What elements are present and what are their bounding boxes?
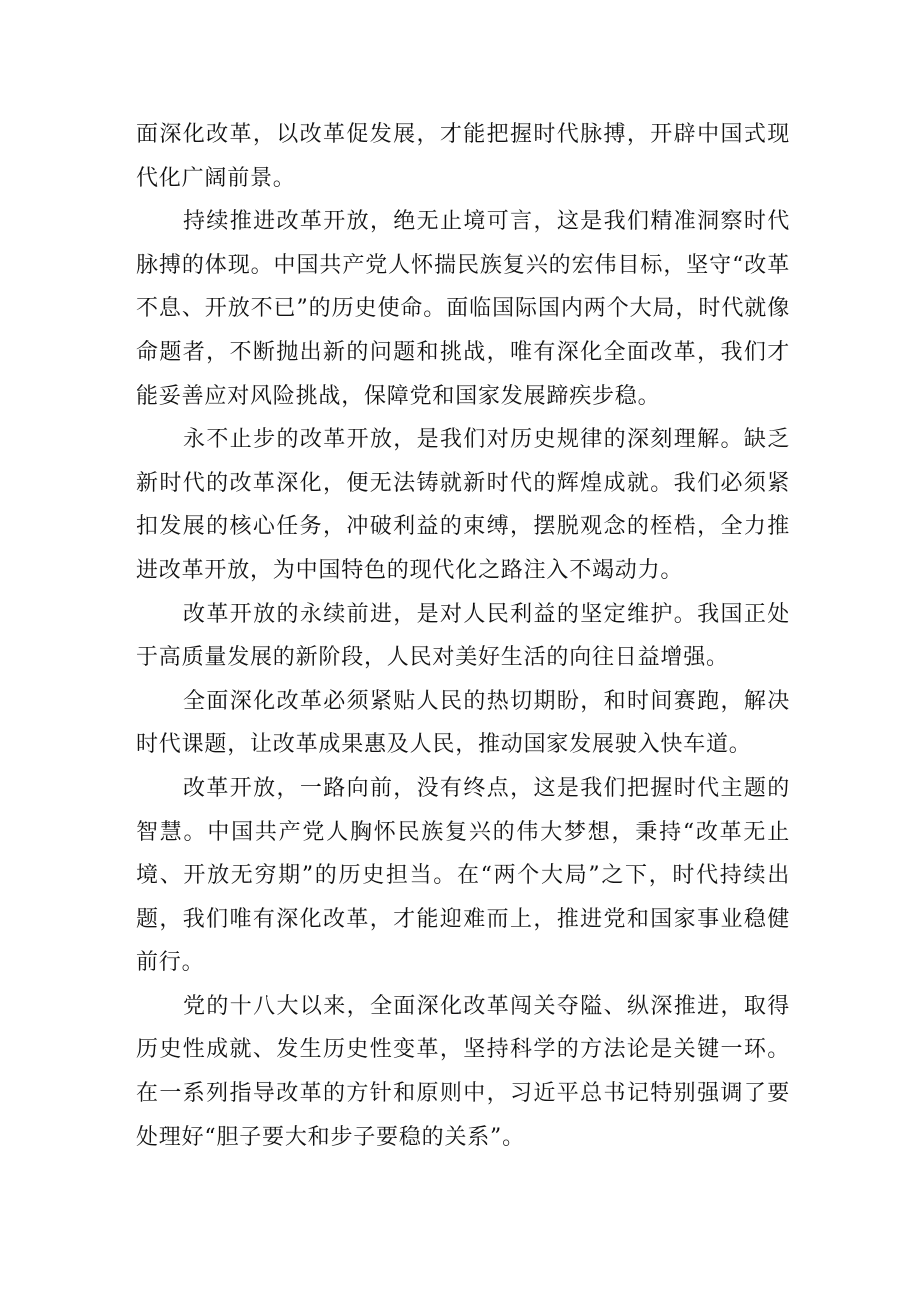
paragraph-5: 全面深化改革必须紧贴人民的热切期盼，和时间赛跑，解决时代课题，让改革成果惠及人民，推动国家发展驶入快车道。 <box>136 688 790 758</box>
paragraph-3: 永不止步的改革开放，是我们对历史规律的深刻理解。缺乏新时代的改革深化，便无法铸就新时代的辉煌成就。我们必须紧扣发展的核心任务，冲破利益的束缚，摆脱观念的桎梏，全力推进改革开放，为中国特色的现代化之路注入不竭动力。 <box>136 427 790 583</box>
paragraph-4: 改革开放的永续前进，是对人民利益的坚定维护。我国正处于高质量发展的新阶段，人民对美好生活的向往日益增强。 <box>136 601 790 671</box>
document-body <box>136 113 790 1159</box>
paragraph-6: 改革开放，一路向前，没有终点，这是我们把握时代主题的智慧。中国共产党人胸怀民族复兴的伟大梦想，秉持“改革无止境、开放无穷期”的历史担当。在“两个大局”之下，时代持续出题，我们唯有深化改革，才能迎难而上，推进党和国家事业稳健前行。 <box>136 775 790 976</box>
paragraph-7: 党的十八大以来，全面深化改革闯关夺隘、纵深推进，取得历史性成就、发生历史性变革，坚持科学的方法论是关键一环。在一系列指导改革的方针和原则中，习近平总书记特别强调了要处理好“胆子要大和步子要稳的关系”。 <box>136 993 790 1150</box>
paragraph-1: 面深化改革，以改革促发展，才能把握时代脉搏，开辟中国式现代化广阔前景。 <box>136 122 790 191</box>
paragraph-2: 持续推进改革开放，绝无止境可言，这是我们精准洞察时代脉搏的体现。中国共产党人怀揣民族复兴的宏伟目标，坚守“改革不息、开放不已”的历史使命。面临国际国内两个大局，时代就像命题者，不断抛出新的问题和挑战，唯有深化全面改革，我们才能妥善应对风险挑战，保障党和国家发展蹄疾步稳。 <box>136 209 790 409</box>
